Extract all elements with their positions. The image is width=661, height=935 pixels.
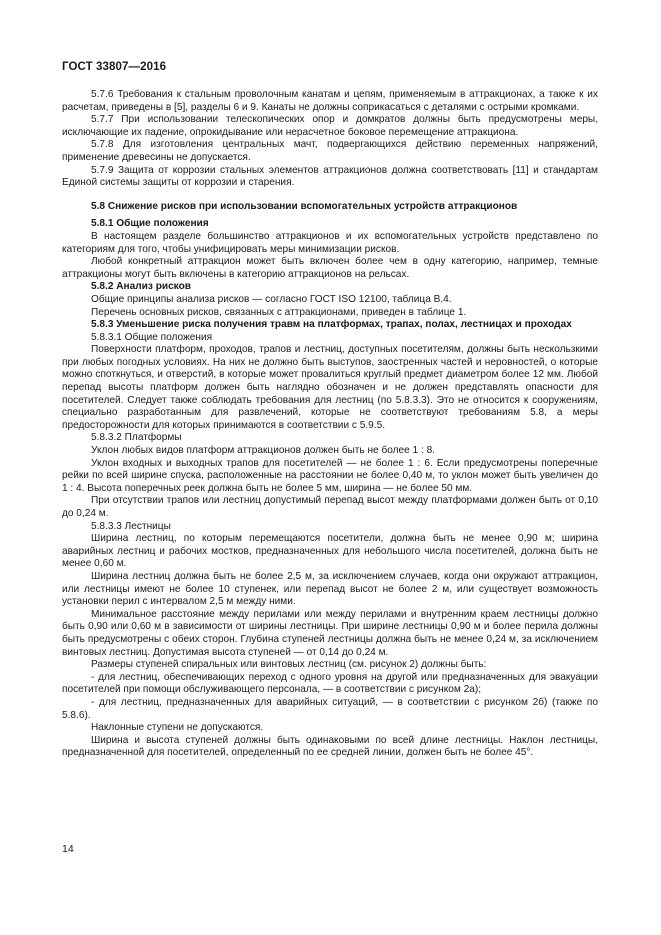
paragraph: 5.7.8 Для изготовления центральных мачт, подвергающихся действию переменных напряжений, применение древесины не допускается. bbox=[62, 139, 598, 163]
clause-title: 5.8.3.2 Платформы bbox=[91, 432, 182, 444]
clause-title: 5.8.3.1 Общие положения bbox=[91, 331, 213, 343]
list-item: - для лестниц, обеспечивающих переход с одного уровня на другой или предназначенных для эвакуации посетителей при помощи обслуживающего персонала, — в соответствии с рисунком 2а); bbox=[62, 671, 598, 696]
paragraph: Наклонные ступени не допускаются. bbox=[91, 722, 264, 734]
subsection-heading: 5.8.2 Анализ рисков bbox=[91, 281, 191, 293]
paragraph: Уклон входных и выходных трапов для посетителей — не более 1 : 6. Если предусмотрены поперечные рейки по всей ширине спуска, расположенные на расстоянии не более 0,40 м, то уклон может быть увеличен до 1 : 4. Высота поперечных реек должна быть не более 5 мм, ширина — не более 50 мм. bbox=[62, 457, 598, 494]
paragraph: 5.7.9 Защита от коррозии стальных элементов аттракционов должна соответствовать [11] и стандартам Единой системы защиты от коррозии и старения. bbox=[62, 164, 598, 189]
page-number: 14 bbox=[62, 843, 74, 855]
paragraph: Уклон любых видов платформ аттракционов должен быть не более 1 : 8. bbox=[91, 445, 435, 457]
paragraph: 5.7.6 Требования к стальным проволочным канатам и цепям, применяемым в аттракционах, а также к их расчетам, приведены в [5], разделы 6 и 9. Канаты не должны соприкасаться с деталями с острыми кромками. bbox=[62, 89, 598, 113]
document-body bbox=[62, 89, 598, 760]
subsection-heading: 5.8.1 Общие положения bbox=[91, 218, 209, 230]
paragraph: Перечень основных рисков, связанных с аттракционами, приведен в таблице 1. bbox=[91, 306, 467, 318]
paragraph: Любой конкретный аттракцион может быть включен более чем в одну категорию, например, темные аттракционы могут быть включены в категорию аттракционов на рельсах. bbox=[62, 256, 598, 280]
paragraph: Минимальное расстояние между перилами или между перилами и внутренним краем лестницы должно быть 0,90 или 0,60 м в зависимости от ширины лестницы. При ширине лестницы 0,90 м и более перила должны быть предусмотрены с обеих сторон. Глубина ступеней лестницы должна быть не менее 0,24 м, за исключением винтовых лестниц. Допустимая высота ступеней — от 0,14 до 0,24 м. bbox=[62, 608, 598, 658]
subsection-heading: 5.8.3 Уменьшение риска получения травм на платформах, трапах, полах, лестницах и проходах bbox=[91, 319, 572, 331]
paragraph: При отсутствии трапов или лестниц допустимый перепад высот между платформами должен быть от 0,10 до 0,24 м. bbox=[62, 495, 598, 519]
paragraph: Поверхности платформ, проходов, трапов и лестниц, доступных посетителям, должны быть нескользкими при любых погодных условиях. На них не должно быть выступов, заостренных частей и неровностей, о которые можно споткнуться, и отверстий, в которые может провалиться круглый предмет диаметром более 12 мм. Любой перепад высоты платформ должен быть наглядно обозначен и не должен представлять опасности для посетителей. Следует также соблюдать требования для лестниц (по 5.8.3.3). Это не относится к сооружениям, специально разработанным для развлечений, которые не соответствуют требованиям 5.8, а меры предосторожности для которых принимаются в соответствии с 5.9.5. bbox=[62, 344, 598, 431]
paragraph: Ширина лестниц, по которым перемещаются посетители, должна быть не менее 0,90 м; ширина аварийных лестниц и рабочих мостков, предназначенных для небольшого числа посетителей, должна быть не менее 0,60 м. bbox=[62, 533, 598, 570]
paragraph: В настоящем разделе большинство аттракционов и их вспомогательных устройств представлено по категориям для того, чтобы унифицировать меры минимизации рисков. bbox=[62, 230, 598, 255]
paragraph: Ширина лестниц должна быть не более 2,5 м, за исключением случаев, когда они окружают аттракцион, или лестницы имеют не более 10 ступенек, или перепад высот не более 2 м, или существует возможность установки перил с интервалом 2,5 м между ними. bbox=[62, 570, 598, 608]
paragraph: 5.7.7 При использовании телескопических опор и домкратов должны быть предусмотрены меры, исключающие их падение, опрокидывание или нерасчетное боковое перемещение аттракциона. bbox=[62, 114, 598, 138]
paragraph: Размеры ступеней спиральных или винтовых лестниц (см. рисунок 2) должны быть: bbox=[91, 659, 487, 671]
clause-title: 5.8.3.3 Лестницы bbox=[91, 520, 171, 532]
section-heading: 5.8 Снижение рисков при использовании вспомогательных устройств аттракционов bbox=[91, 200, 518, 212]
document-header-code: ГОСТ 33807—2016 bbox=[62, 61, 167, 73]
paragraph: Общие принципы анализа рисков — согласно ГОСТ ISO 12100, таблица В.4. bbox=[91, 293, 452, 305]
paragraph: Ширина и высота ступеней должны быть одинаковыми по всей длине лестницы. Наклон лестницы, предназначенной для посетителей, определенный по ее средней линии, должен быть не более 45°. bbox=[62, 734, 598, 759]
list-item: - для лестниц, предназначенных для аварийных ситуаций, — в соответствии с рисунком 2б) (также по 5.8.6). bbox=[62, 696, 598, 721]
